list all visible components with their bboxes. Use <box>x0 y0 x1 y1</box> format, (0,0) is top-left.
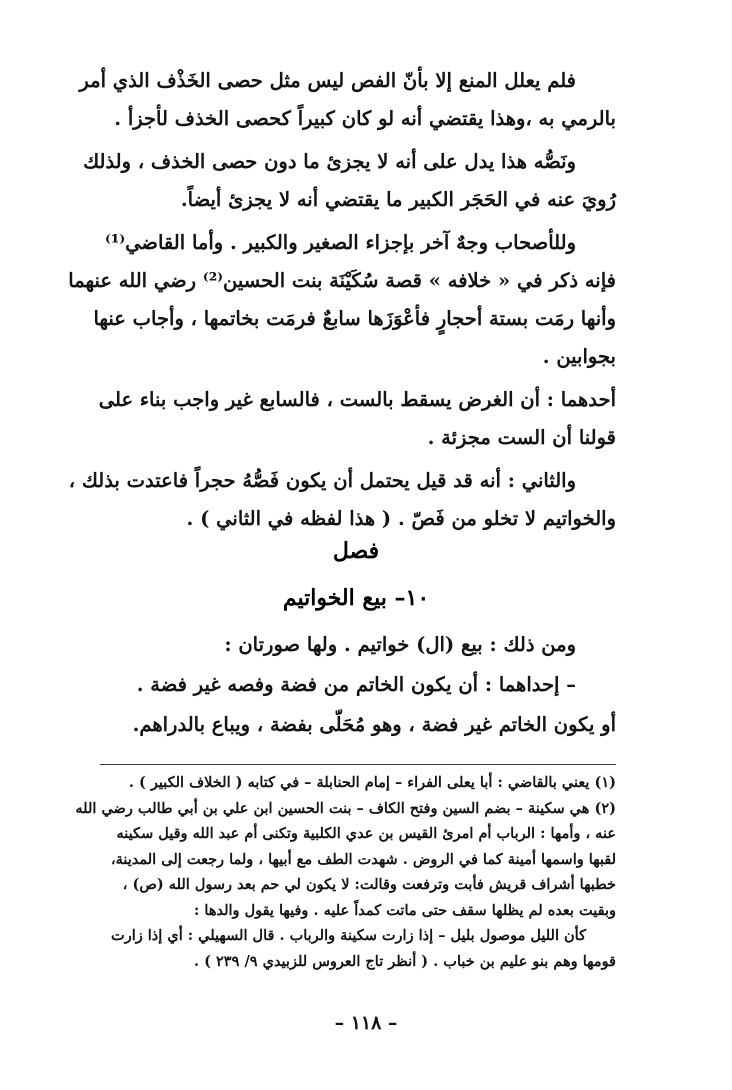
section-heading: فصل <box>332 538 380 564</box>
paragraph-6 <box>96 626 616 664</box>
footnote-line: وبقيت بعده لم يظلها سقف حتى ماتت كمداً عليه . وفيها يقول والدها : <box>194 901 616 919</box>
text-line: فلم يعلل المنع إلا بأنّ الفص ليس مثل حصى الخَذْف الذي أمر <box>79 69 576 92</box>
text-line: قولنا أن الست مجزئة . <box>427 426 616 449</box>
text-line: أحدهما : أن الغرض يسقط بالست ، فالسابع غير واجب بناء على <box>98 388 616 411</box>
footnote-line: لقبها واسمها أمينة كما في الروض . شهدت الطف مع أبيها ، ولما رجعت إلى المدينة، <box>110 850 616 868</box>
footnotes <box>75 770 616 974</box>
text-line: فإنه ذكر في « خلافه » قصة سُكَيْنَة بنت الحسين⁽²⁾ رضي الله عنهما <box>68 269 616 292</box>
text-line: بجوابين . <box>542 345 616 368</box>
paragraph-4 <box>96 381 616 457</box>
main-text-upper <box>68 62 616 543</box>
section-subheading: ١٠– بيع الخواتيم <box>282 585 430 611</box>
footnote-2: (٢) هي سكينة – بضم السين وفتح الكاف – بنت الحسين ابن علي بن أبي طالب رضي الله <box>75 799 616 817</box>
page-number: – ١١٨ – <box>334 1012 398 1034</box>
footnote-line: خطبها أشراف قريش فأبت وترفعت وقالت: لا يكون لي حم بعد رسول الله (ص) ، <box>122 876 616 893</box>
paragraph-2 <box>83 143 616 219</box>
footnote-line: كأن الليل موصول بليل – إذا زارت سكينة والرباب . قال السهيلي : أي إذا زارت <box>111 927 586 944</box>
footnote-divider <box>100 764 616 765</box>
text-line: والخواتيم لا تخلو من فَصّ . ( هذا لفظه في الثاني ) . <box>186 507 616 530</box>
footnote-line: عنه ، وأمها : الرباب أم امرئ القيس بن عدي الكلبية وتكنى أم عبد الله وقيل سكينه <box>116 825 616 842</box>
text-line: وأنها رمَت بستة أحجارٍ فأعْوَزَها سابعٌ فرمَت بخاتمها ، وأجاب عنها <box>93 307 616 330</box>
paragraph-3 <box>68 224 616 376</box>
paragraph-5 <box>68 462 616 538</box>
text-line: أو يكون الخاتم غير فضة ، وهو مُحَلّى بفضة ، ويباع بالدراهم. <box>132 713 616 736</box>
paragraph-8 <box>96 706 616 744</box>
text-line: والثاني : أنه قد قيل يحتمل أن يكون فَصُّهُ حجراً فاعتدت بذلك ، <box>68 469 576 492</box>
text-line: ونَصُّه هذا يدل على أنه لا يجزئ ما دون حصى الخذف ، ولذلك <box>83 150 576 173</box>
main-text-lower <box>96 626 616 749</box>
paragraph-7 <box>96 666 616 704</box>
footnote-line: قومها وهم بنو عليم بن خباب . ( أنظر تاج العروس للزبيدي ٩/ ٢٣٩ ) . <box>194 952 616 970</box>
text-line: وللأصحاب وجهٌ آخر بإجزاء الصغير والكبير . وأما القاضي⁽¹⁾ <box>105 231 576 254</box>
text-line: رُويَ عنه في الحَجَر الكبير ما يقتضي أنه لا يجزئ أيضاً. <box>180 188 616 211</box>
text-line: ومن ذلك : بيع (ال) خواتيم . ولها صورتان : <box>224 633 576 656</box>
text-line: بالرمي به ،وهذا يقتضي أنه لو كان كبيراً كحصى الخذف لأجزأ . <box>114 107 616 130</box>
text-line: – إحداهما : أن يكون الخاتم من فضة وفصه غير فضة . <box>136 673 576 696</box>
footnote-1: (١) يعني بالقاضي : أبا يعلى الفراء – إمام الحنابلة – في كتابه ( الخلاف الكبير ) . <box>128 774 616 791</box>
paragraph-1 <box>79 62 616 138</box>
